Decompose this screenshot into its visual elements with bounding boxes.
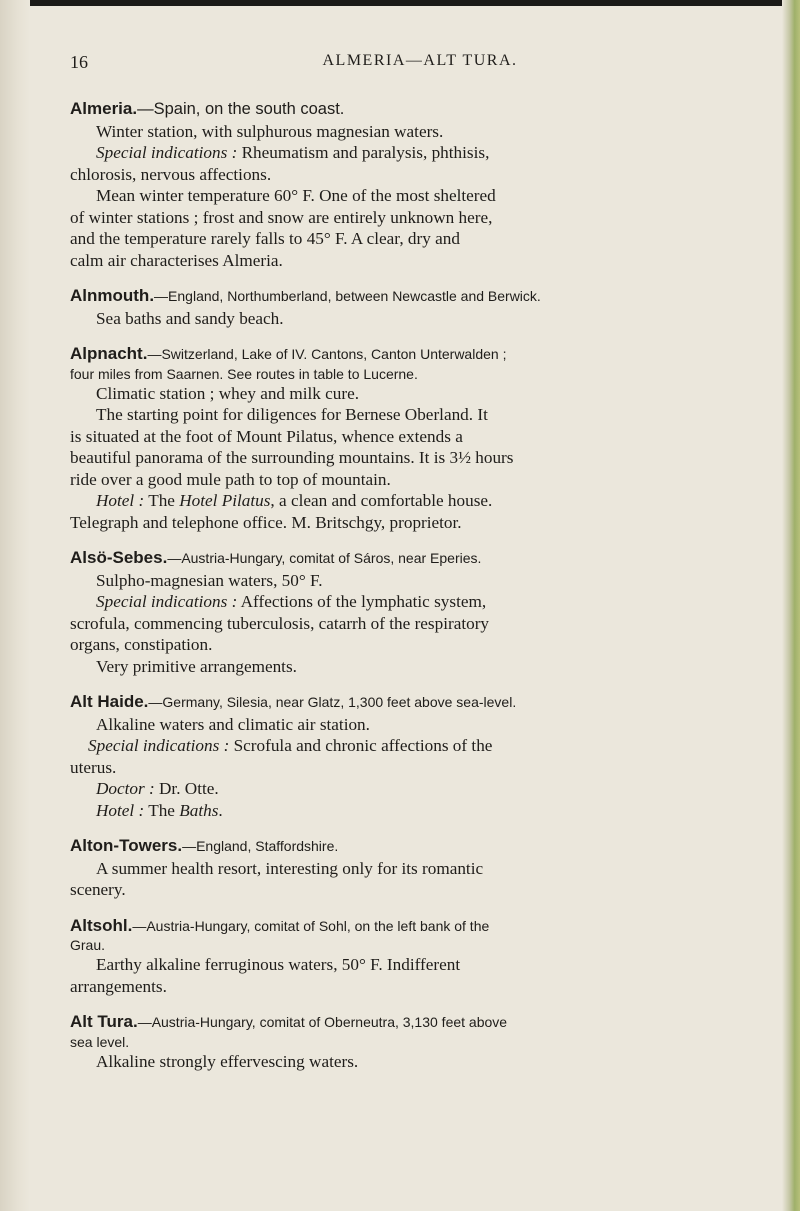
hotel-name: Hotel Pilatus bbox=[179, 491, 271, 510]
place-name: Alt Tura. bbox=[70, 1012, 138, 1031]
line-text: . bbox=[218, 800, 223, 820]
entry-line: Sulpho-magnesian waters, 50° F. bbox=[96, 570, 323, 590]
entry-line bbox=[70, 800, 770, 822]
place-name: Altsohl. bbox=[70, 915, 133, 935]
entry-line: Alkaline waters and climatic air station. bbox=[96, 714, 370, 734]
entry-line: beautiful panorama of the surrounding mountains. It is 3½ hours bbox=[70, 448, 514, 467]
place-name: Alsö-Sebes. bbox=[70, 548, 168, 567]
page-header bbox=[70, 52, 770, 78]
entry-line: The starting point for diligences for Bernese Oberland. It bbox=[96, 405, 488, 424]
location: —Germany, Silesia, near Glatz, 1,300 feet above sea-level. bbox=[148, 694, 517, 710]
entry-line bbox=[70, 490, 770, 512]
place-name: Alt Haide. bbox=[70, 692, 149, 711]
entry-line: Climatic station ; whey and milk cure. bbox=[96, 383, 360, 403]
entry-alt-tura bbox=[70, 1011, 770, 1072]
entry-line: Mean winter temperature 60° F. One of the most sheltered bbox=[96, 186, 496, 205]
location: —Austria-Hungary, comitat of Oberneutra, 3,130 feet above bbox=[137, 1014, 508, 1030]
entry-heading bbox=[70, 98, 770, 121]
entry-alton-towers bbox=[70, 835, 770, 901]
line-text: Affections of the lymphatic system, bbox=[237, 592, 487, 611]
location-continued: four miles from Saarnen. See routes in table to Lucerne. bbox=[70, 365, 418, 382]
location: —Spain, on the south coast. bbox=[137, 100, 345, 118]
entry-line: ride over a good mule path to top of mountain. bbox=[70, 469, 391, 489]
entry-line: arrangements. bbox=[70, 976, 167, 996]
special-indications-label: Special indications : bbox=[96, 592, 238, 611]
entry-line: A summer health resort, interesting only for its romantic bbox=[96, 858, 484, 878]
entry-heading bbox=[70, 547, 770, 570]
line-text: Scrofula and chronic affections of the bbox=[229, 736, 493, 755]
location: —Austria-Hungary, comitat of Sohl, on the left bank of the bbox=[132, 917, 490, 934]
entry-line: chlorosis, nervous affections. bbox=[70, 164, 272, 184]
doctor-label: Doctor : bbox=[96, 779, 155, 798]
entry-line: organs, constipation. bbox=[70, 635, 213, 654]
page-top-edge bbox=[0, 0, 800, 6]
entry-line bbox=[70, 591, 770, 613]
entry-heading bbox=[70, 285, 770, 308]
entry-heading bbox=[70, 915, 770, 938]
entry-line: uterus. bbox=[70, 757, 117, 777]
place-name: Alton-Towers. bbox=[70, 836, 183, 855]
entry-line: scrofula, commencing tuberculosis, catarrh of the respiratory bbox=[70, 613, 490, 633]
location: —Switzerland, Lake of IV. Cantons, Canton Unterwalden ; bbox=[147, 346, 507, 362]
page-right-edge bbox=[782, 0, 800, 1211]
location-continued: sea level. bbox=[70, 1033, 130, 1050]
entry-line: Telegraph and telephone office. M. Britschgy, proprietor. bbox=[70, 512, 462, 532]
line-text: Rheumatism and paralysis, phthisis, bbox=[237, 143, 490, 162]
hotel-label: Hotel : bbox=[96, 491, 145, 510]
line-text: Dr. Otte. bbox=[154, 779, 219, 798]
entry-alpnacht bbox=[70, 343, 770, 533]
location: —England, Northumberland, between Newcastle and Berwick. bbox=[154, 288, 541, 304]
location: —England, Staffordshire. bbox=[182, 838, 339, 854]
entry-line: scenery. bbox=[70, 880, 126, 899]
location-continued: Grau. bbox=[70, 937, 106, 953]
entry-line bbox=[70, 735, 770, 757]
hotel-label: Hotel : bbox=[96, 800, 145, 820]
entry-line: Winter station, with sulphurous magnesian waters. bbox=[96, 121, 444, 141]
special-indications-label: Special indications : bbox=[96, 143, 238, 162]
book-page bbox=[70, 52, 770, 1086]
line-text: , a clean and comfortable house. bbox=[270, 491, 493, 510]
location: —Austria-Hungary, comitat of Sáros, near Eperies. bbox=[167, 550, 482, 566]
line-text: The bbox=[144, 800, 180, 820]
special-indications-label: Special indications : bbox=[88, 736, 230, 755]
entry-almeria bbox=[70, 98, 770, 271]
page-number: 16 bbox=[70, 52, 88, 72]
running-head: ALMERIA—ALT TURA. bbox=[322, 52, 518, 69]
entry-altsohl bbox=[70, 915, 770, 998]
page-gutter bbox=[0, 0, 30, 1211]
entry-heading bbox=[70, 1011, 770, 1034]
entry-line: and the temperature rarely falls to 45° F. A clear, dry and bbox=[70, 229, 460, 248]
entry-heading bbox=[70, 835, 770, 858]
place-name: Almeria. bbox=[70, 99, 138, 118]
entry-line: calm air characterises Almeria. bbox=[70, 250, 283, 270]
entry-also-sebes bbox=[70, 547, 770, 677]
entry-line: Earthy alkaline ferruginous waters, 50° F. Indifferent bbox=[96, 955, 461, 974]
place-name: Alnmouth. bbox=[70, 286, 155, 305]
entry-heading bbox=[70, 343, 770, 366]
place-name: Alpnacht. bbox=[70, 344, 148, 363]
entry-line: Very primitive arrangements. bbox=[96, 656, 297, 676]
entry-alnmouth bbox=[70, 285, 770, 329]
entry-line bbox=[70, 778, 770, 800]
line-text: The bbox=[144, 491, 180, 510]
entry-alt-haide bbox=[70, 691, 770, 821]
entry-heading bbox=[70, 691, 770, 714]
hotel-name: Baths bbox=[179, 800, 219, 820]
entry-line bbox=[70, 142, 770, 164]
entry-line: is situated at the foot of Mount Pilatus, whence extends a bbox=[70, 426, 463, 446]
entry-line: of winter stations ; frost and snow are entirely unknown here, bbox=[70, 207, 493, 227]
entry-line: Sea baths and sandy beach. bbox=[96, 308, 284, 328]
entry-line: Alkaline strongly effervescing waters. bbox=[96, 1051, 359, 1071]
